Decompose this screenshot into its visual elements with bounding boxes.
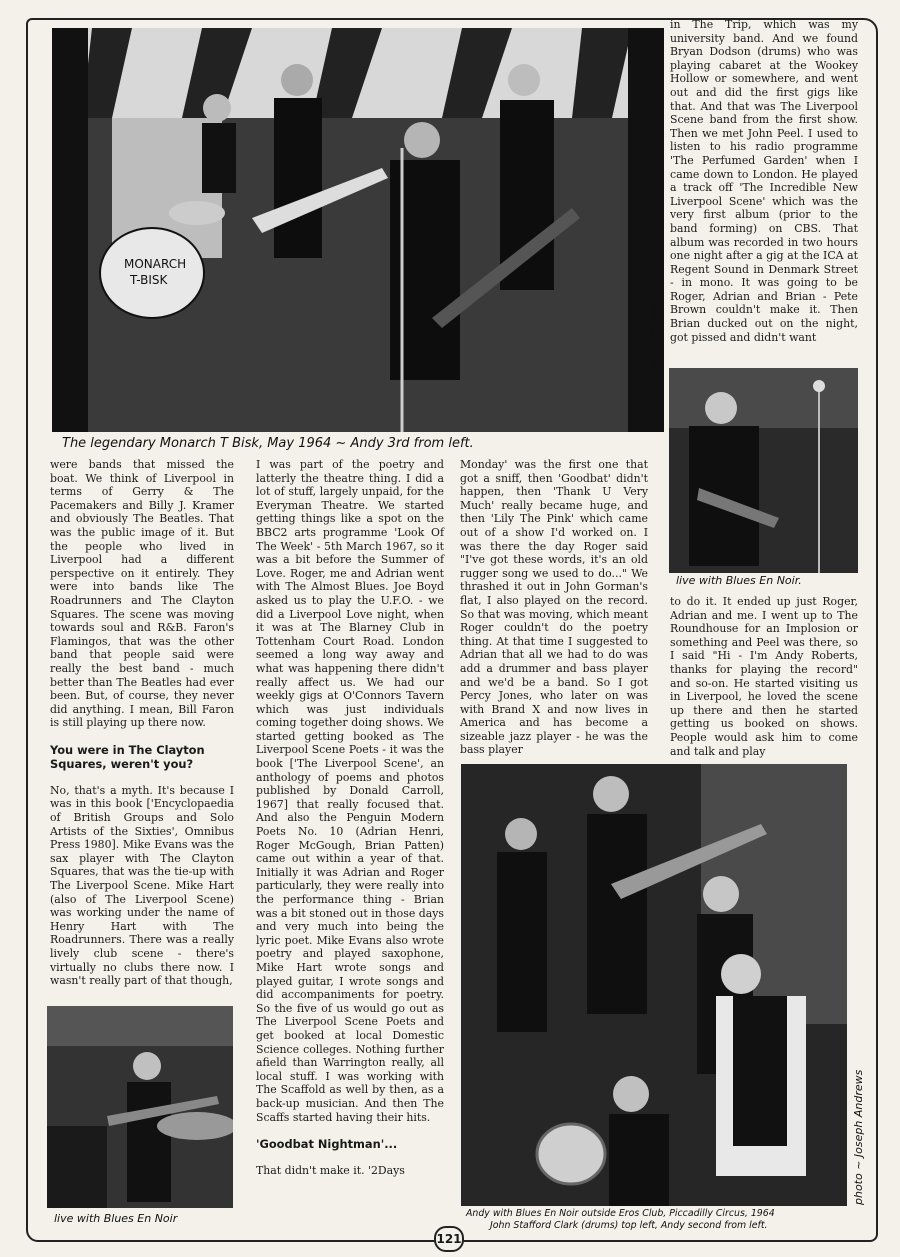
interview-question-clayton-squares: You were in The Clayton Squares, weren't you?: [50, 742, 205, 771]
photo-credit-bottom: photo ~ Joseph Andrews: [852, 1069, 865, 1205]
blues-en-noir-live-photo-small: [47, 1006, 233, 1208]
bottom-right-caption-line-1: Andy with Blues En Noir outside Eros Club, Piccadilly Circus, 1964: [466, 1208, 775, 1219]
page-number: 121: [434, 1226, 464, 1252]
article-column-1: [50, 458, 234, 1001]
column-1-paragraph-2: No, that's a myth. It's because I was in this book ['Encyclopaedia of British Groups and Solo Artists of the Sixties', Omnibus Press 1980]. Mike Evans was the sax player with The Clayton Squares, that was the tie-up with The Liverpool Scene. Mike Hart (also of The Liverpool Scene) was working under the name of Henry Hart with The Roadrunners. There was a really lively club scene - there's virtually no clubs there now. I wasn't really part of that though,: [50, 783, 234, 988]
article-column-3: [460, 458, 648, 770]
top-photo-caption: The legendary Monarch T Bisk, May 1964 ~ Andy 3rd from left.: [62, 436, 474, 451]
blues-en-noir-live-photo: [669, 368, 858, 573]
column-4-paragraph-1: in The Trip, which was my university band. And we found Bryan Dodson (drums) who was playing cabaret at the Wookey Hollow or somewhere, and went out and did the first gigs like that. And that was The Liverpool Scene band from the first show. Then we met John Peel. I used to listen to his radio programme 'The Perfumed Garden' when I came down to London. He played a track off 'The Incredible New Liverpool Scene' which was the very first album (prior to the band forming) on CBS. That album was recorded in two hours one night after a gig at the ICA at Regent Sound in Denmark Street - in mono. It was going to be Roger, Adrian and Brian - Pete Brown couldn't make it. Then Brian ducked out on the night, got pissed and didn't want: [670, 18, 858, 344]
column-2-paragraph-1: I was part of the poetry and latterly the theatre thing. I did a lot of stuff, largely unpaid, for the Everyman Theatre. We started getting things like a spot on the BBC2 arts programme 'Look Of The Week' - 5th March 1967, so it was a bit before the Summer of Love. Roger, me and Adrian went with The Almost Blues. Joe Boyd asked us to play the U.F.O. - we did a Liverpool Love night, when it was at The Blarney Club in Tottenham Court Road. London seemed a long way away and what was happening there didn't really affect us. We had our weekly gigs at O'Connors Tavern which was just individuals coming together doing shows. We started getting booked as The Liverpool Scene Poets - it was the book ['The Liverpool Scene', an anthology of poems and photos published by Donald Carroll, 1967] that really focused that. And also the Penguin Modern Poets No. 10 (Adrian Henri, Roger McGough, Brian Patten) came out within a year of that. Initially it was Adrian and Roger particularly, they were really into the performance thing - Brian was a bit stoned out in those days and very much into being the lyric poet. Mike Evans also wrote poetry and played saxophone, Mike Hart wrote songs and played guitar, I wrote songs and did accompaniments for poetry. So the five of us would go out as The Liverpool Scene Poets and get booked at local Domestic Science colleges. Nothing further afield than Warrington really, all local stuff. I was working with The Scaffold as well by then, as a back-up musician. And then The Scaffs started having their hits.: [256, 458, 444, 1124]
bottom-right-caption-line-2: John Stafford Clark (drums) top left, Andy second from left.: [490, 1220, 768, 1231]
article-column-4: [670, 18, 858, 357]
column-2-paragraph-2: That didn't make it. '2Days: [256, 1164, 405, 1178]
right-photo-caption: live with Blues En Noir.: [676, 574, 802, 587]
photo-credit-top: photo ~ Dennis Mansell.: [646, 291, 659, 426]
column-4-paragraph-2: to do it. It ended up just Roger, Adrian and me. I went up to The Roundhouse for an Implosion or something and Peel was there, so I said "Hi - I'm Andy Roberts, thanks for playing the record" and so-on. He started visiting us in Liverpool, he loved the scene up there and then he started getting us booked on shows. People would ask him to come and talk and play: [670, 595, 858, 758]
drum-label-line2: T-BISK: [130, 273, 168, 287]
drum-label-line1: MONARCH: [124, 257, 187, 271]
article-column-2: [256, 458, 444, 1191]
article-column-4-continued: [670, 595, 858, 771]
monarch-bisk-band-photo: [52, 28, 664, 432]
column-1-paragraph-1: were bands that missed the boat. We think of Liverpool in terms of Gerry & The Pacemakers and Billy J. Kramer and obviously The Beatles. That was the public image of it. But the people who lived in Liverpool had a different perspective on it entirely. They were into bands like The Roadrunners and The Clayton Squares. The scene was moving towards soul and R&B. Faron's Flamingos, that was the other band that people said were really the best band - much better than The Beatles had ever been. But, of course, they never did anything. I mean, Bill Faron is still playing up there now.: [50, 458, 234, 730]
interview-question-goodbat-nightman: 'Goodbat Nightman'...: [256, 1137, 398, 1152]
bottom-left-photo-caption: live with Blues En Noir: [54, 1212, 178, 1225]
eros-club-group-photo: [461, 764, 847, 1206]
column-3-paragraph-1: Monday' was the first one that got a sniff, then 'Goodbat' didn't happen, then 'Thank U Very Much' really became huge, and then 'Lily The Pink' which came out of a show I'd worked on. I was there the day Roger said "I've got these words, it's an old rugger song we used to do..." We thrashed it out in John Gorman's flat, I also played on the record. So that was moving, which meant Roger couldn't do the poetry thing. At that time I suggested to Adrian that all we had to do was add a drummer and bass player and we'd be a band. So I got Percy Jones, who later on was with Brand X and now lives in America and has become a sizeable jazz player - he was the bass player: [460, 458, 648, 757]
